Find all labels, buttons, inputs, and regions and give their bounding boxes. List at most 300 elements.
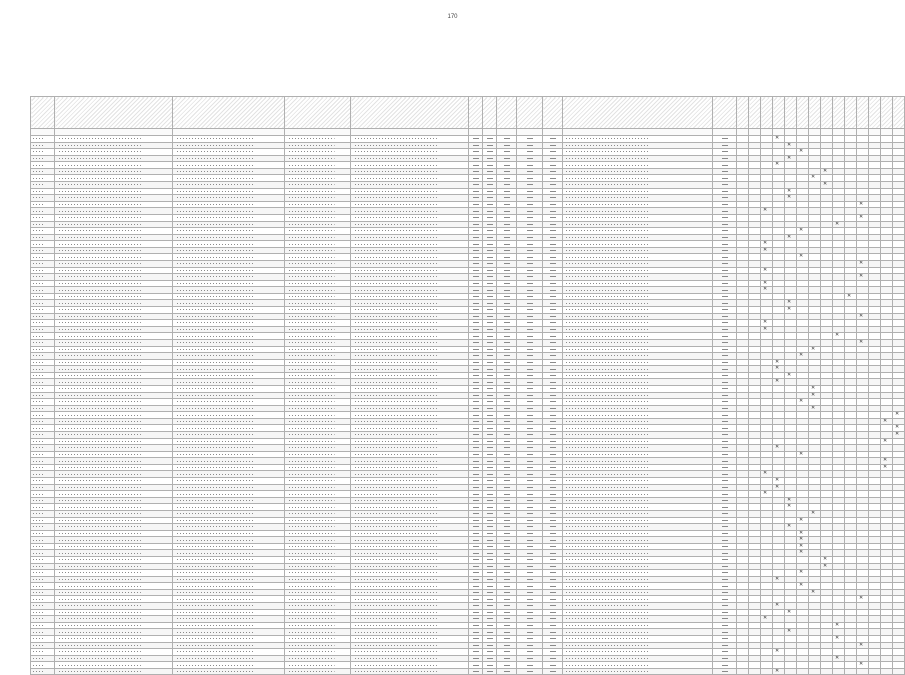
table-cell [761, 517, 773, 524]
table-cell [713, 274, 737, 281]
table-cell [285, 188, 351, 195]
table-cell [173, 458, 285, 465]
table-cell [55, 412, 173, 419]
table-cell [483, 589, 497, 596]
table-cell [31, 155, 55, 162]
table-cell [563, 260, 713, 267]
table-cell [749, 214, 761, 221]
table-cell [497, 208, 517, 215]
table-cell [881, 379, 893, 386]
table-cell [497, 307, 517, 314]
table-cell [749, 451, 761, 458]
table-cell [761, 622, 773, 629]
table-cell [483, 609, 497, 616]
table-cell [563, 418, 713, 425]
table-cell [563, 412, 713, 419]
table-cell [833, 326, 845, 333]
table-cell [285, 221, 351, 228]
table-cell [761, 221, 773, 228]
table-row [31, 274, 905, 281]
table-cell [821, 576, 833, 583]
table-cell [881, 570, 893, 577]
table-cell [821, 359, 833, 366]
table-cell [869, 655, 881, 662]
table-cell [773, 412, 785, 419]
table-cell [761, 662, 773, 669]
table-cell [497, 642, 517, 649]
table-cell [285, 642, 351, 649]
table-cell [31, 530, 55, 537]
table-cell [483, 136, 497, 143]
table-cell [833, 201, 845, 208]
table-cell [785, 399, 797, 406]
table-cell [821, 445, 833, 452]
table-row [31, 293, 905, 300]
table-cell [713, 642, 737, 649]
table-cell [173, 649, 285, 656]
table-row [31, 353, 905, 360]
table-cell [517, 478, 543, 485]
table-cell [881, 182, 893, 189]
table-cell [749, 280, 761, 287]
table-cell [869, 405, 881, 412]
table-cell [713, 451, 737, 458]
table-cell [737, 537, 749, 544]
table-cell [55, 260, 173, 267]
table-cell [893, 267, 905, 274]
table-cell [351, 346, 469, 353]
table-cell [761, 557, 773, 564]
table-cell [483, 379, 497, 386]
table-cell [833, 557, 845, 564]
column-number [749, 129, 761, 136]
table-cell [761, 570, 773, 577]
table-cell [55, 162, 173, 169]
table-cell [517, 254, 543, 261]
table-cell [285, 300, 351, 307]
table-cell [797, 333, 809, 340]
table-cell [893, 300, 905, 307]
table-cell [55, 155, 173, 162]
table-cell [785, 609, 797, 616]
table-cell [869, 385, 881, 392]
table-cell [881, 589, 893, 596]
table-cell [351, 438, 469, 445]
table-row [31, 228, 905, 235]
table-cell [749, 142, 761, 149]
table-cell [351, 655, 469, 662]
table-cell [773, 484, 785, 491]
table-cell [833, 603, 845, 610]
table-cell [31, 517, 55, 524]
table-cell [31, 359, 55, 366]
table-cell [749, 162, 761, 169]
table-cell [869, 662, 881, 669]
table-cell [761, 445, 773, 452]
table-cell [517, 188, 543, 195]
table-cell [543, 458, 563, 465]
table-cell [351, 214, 469, 221]
table-cell [773, 557, 785, 564]
table-cell [737, 399, 749, 406]
table-cell [821, 254, 833, 261]
table-cell [173, 629, 285, 636]
table-cell [483, 293, 497, 300]
table-cell [761, 589, 773, 596]
table-row [31, 603, 905, 610]
table-cell [785, 458, 797, 465]
table-cell [713, 425, 737, 432]
table-cell [857, 576, 869, 583]
table-cell [173, 655, 285, 662]
table-cell [31, 168, 55, 175]
table-cell [857, 221, 869, 228]
table-cell [881, 609, 893, 616]
table-cell [809, 418, 821, 425]
table-cell [797, 438, 809, 445]
table-cell [809, 616, 821, 623]
table-cell [285, 307, 351, 314]
table-cell [483, 668, 497, 675]
table-cell [285, 254, 351, 261]
table-cell [497, 320, 517, 327]
table-cell [563, 471, 713, 478]
table-cell [881, 418, 893, 425]
table-cell [773, 576, 785, 583]
table-cell [497, 346, 517, 353]
table-cell [857, 313, 869, 320]
table-cell [869, 418, 881, 425]
table-cell [737, 451, 749, 458]
table-cell [713, 583, 737, 590]
table-cell [761, 563, 773, 570]
table-cell [285, 596, 351, 603]
table-cell [483, 583, 497, 590]
table-cell [761, 168, 773, 175]
table-cell [833, 405, 845, 412]
table-cell [785, 576, 797, 583]
table-cell [713, 307, 737, 314]
table-cell [563, 307, 713, 314]
table-cell [55, 649, 173, 656]
table-cell [869, 182, 881, 189]
table-cell [737, 478, 749, 485]
table-cell [543, 326, 563, 333]
table-cell [517, 491, 543, 498]
table-cell [563, 155, 713, 162]
table-cell [351, 537, 469, 544]
column-header [173, 97, 285, 129]
table-cell [773, 247, 785, 254]
table-cell [773, 504, 785, 511]
table-cell [845, 366, 857, 373]
table-cell [893, 320, 905, 327]
table-cell [749, 576, 761, 583]
table-cell [857, 300, 869, 307]
table-cell [809, 142, 821, 149]
table-cell [517, 583, 543, 590]
table-cell [31, 464, 55, 471]
table-cell [845, 149, 857, 156]
table-cell [517, 616, 543, 623]
table-cell [821, 267, 833, 274]
table-cell [857, 438, 869, 445]
table-row [31, 385, 905, 392]
table-cell [713, 182, 737, 189]
table-cell [881, 320, 893, 327]
table-cell [469, 668, 483, 675]
table-cell [761, 629, 773, 636]
table-cell [31, 241, 55, 248]
table-cell [173, 412, 285, 419]
table-row [31, 451, 905, 458]
table-cell [517, 214, 543, 221]
table-cell [737, 346, 749, 353]
table-cell [173, 589, 285, 596]
table-cell [785, 313, 797, 320]
table-cell [713, 418, 737, 425]
table-cell [713, 366, 737, 373]
table-cell [55, 543, 173, 550]
table-cell [761, 609, 773, 616]
table-cell [497, 445, 517, 452]
table-cell [797, 175, 809, 182]
table-cell [737, 418, 749, 425]
table-cell [469, 563, 483, 570]
table-cell [563, 622, 713, 629]
table-cell [857, 155, 869, 162]
table-cell [797, 293, 809, 300]
table-cell [821, 405, 833, 412]
table-cell [833, 478, 845, 485]
table-cell [749, 517, 761, 524]
table-cell [351, 563, 469, 570]
table-cell [845, 418, 857, 425]
table-cell [869, 353, 881, 360]
table-cell [881, 484, 893, 491]
table-cell [857, 491, 869, 498]
table-cell [845, 188, 857, 195]
table-cell [173, 543, 285, 550]
table-cell [857, 188, 869, 195]
table-cell [881, 504, 893, 511]
table-cell [31, 471, 55, 478]
table-cell [31, 524, 55, 531]
table-cell [881, 208, 893, 215]
table-cell [821, 649, 833, 656]
table-cell [809, 484, 821, 491]
table-cell [833, 649, 845, 656]
table-cell [713, 201, 737, 208]
table-cell [809, 254, 821, 261]
table-cell [761, 214, 773, 221]
table-cell [713, 162, 737, 169]
table-cell [55, 247, 173, 254]
table-cell [845, 570, 857, 577]
table-cell [893, 616, 905, 623]
table-cell [869, 392, 881, 399]
table-cell [821, 188, 833, 195]
table-cell [469, 221, 483, 228]
table-cell [543, 182, 563, 189]
table-cell [833, 221, 845, 228]
table-cell [797, 524, 809, 531]
table-cell [543, 550, 563, 557]
table-row [31, 280, 905, 287]
table-row [31, 504, 905, 511]
table-cell [285, 155, 351, 162]
table-cell [845, 267, 857, 274]
table-cell [761, 195, 773, 202]
table-cell [833, 136, 845, 143]
table-cell [173, 155, 285, 162]
table-cell [543, 274, 563, 281]
table-cell [351, 642, 469, 649]
table-cell [749, 339, 761, 346]
table-cell [881, 425, 893, 432]
table-cell [469, 642, 483, 649]
table-cell [845, 491, 857, 498]
table-cell [881, 221, 893, 228]
table-cell [773, 241, 785, 248]
table-cell [773, 543, 785, 550]
table-cell [469, 491, 483, 498]
table-cell [483, 576, 497, 583]
table-cell [845, 182, 857, 189]
header-row [31, 97, 905, 129]
table-cell [351, 313, 469, 320]
table-cell [881, 451, 893, 458]
table-cell [821, 241, 833, 248]
table-cell [749, 379, 761, 386]
table-cell [833, 510, 845, 517]
table-cell [881, 432, 893, 439]
table-cell [543, 589, 563, 596]
table-cell [483, 425, 497, 432]
table-cell [833, 366, 845, 373]
table-row [31, 214, 905, 221]
table-cell [285, 603, 351, 610]
table-cell [869, 346, 881, 353]
table-cell [563, 603, 713, 610]
table-cell [285, 136, 351, 143]
table-cell [821, 464, 833, 471]
table-cell [517, 451, 543, 458]
table-cell [173, 464, 285, 471]
table-cell [713, 517, 737, 524]
table-cell [737, 320, 749, 327]
table-cell [785, 379, 797, 386]
table-cell [483, 504, 497, 511]
table-cell [469, 550, 483, 557]
table-cell [893, 142, 905, 149]
table-cell [749, 320, 761, 327]
table-cell [761, 385, 773, 392]
table-cell [55, 432, 173, 439]
table-cell [55, 438, 173, 445]
table-cell [869, 616, 881, 623]
table-cell [809, 445, 821, 452]
table-cell [563, 208, 713, 215]
table-cell [893, 353, 905, 360]
table-row [31, 668, 905, 675]
table-cell [797, 471, 809, 478]
table-cell [713, 530, 737, 537]
table-cell [845, 379, 857, 386]
table-cell [857, 458, 869, 465]
table-cell [881, 471, 893, 478]
table-cell [563, 149, 713, 156]
table-cell [833, 293, 845, 300]
table-cell [845, 274, 857, 281]
column-number [351, 129, 469, 136]
table-cell [31, 392, 55, 399]
column-header [881, 97, 893, 129]
table-cell [31, 405, 55, 412]
table-cell [285, 418, 351, 425]
table-cell [173, 188, 285, 195]
table-cell [173, 557, 285, 564]
table-cell [809, 300, 821, 307]
table-cell [845, 642, 857, 649]
table-cell [797, 247, 809, 254]
table-cell [563, 510, 713, 517]
column-header [543, 97, 563, 129]
table-cell [351, 399, 469, 406]
table-cell [869, 464, 881, 471]
table-cell [809, 221, 821, 228]
table-cell [833, 287, 845, 294]
table-cell [785, 405, 797, 412]
table-cell [845, 517, 857, 524]
table-cell [893, 458, 905, 465]
table-cell [563, 320, 713, 327]
table-cell [737, 438, 749, 445]
table-cell [483, 649, 497, 656]
table-cell [857, 399, 869, 406]
table-cell [797, 622, 809, 629]
table-cell [483, 188, 497, 195]
table-cell [737, 576, 749, 583]
table-cell [543, 155, 563, 162]
table-cell [563, 293, 713, 300]
table-cell [881, 510, 893, 517]
table-cell [55, 458, 173, 465]
table-cell [749, 254, 761, 261]
table-cell [785, 228, 797, 235]
table-cell [893, 372, 905, 379]
table-cell [797, 208, 809, 215]
table-cell [869, 622, 881, 629]
table-cell [543, 353, 563, 360]
table-cell [857, 635, 869, 642]
table-cell [543, 576, 563, 583]
table-cell [857, 622, 869, 629]
table-cell [773, 438, 785, 445]
table-cell [483, 214, 497, 221]
table-cell [773, 142, 785, 149]
table-cell [351, 668, 469, 675]
table-cell [797, 228, 809, 235]
table-cell [881, 668, 893, 675]
table-cell [881, 366, 893, 373]
table-cell [785, 635, 797, 642]
table-cell [869, 425, 881, 432]
table-cell [173, 228, 285, 235]
table-cell [483, 642, 497, 649]
table-cell [821, 616, 833, 623]
table-cell [749, 313, 761, 320]
